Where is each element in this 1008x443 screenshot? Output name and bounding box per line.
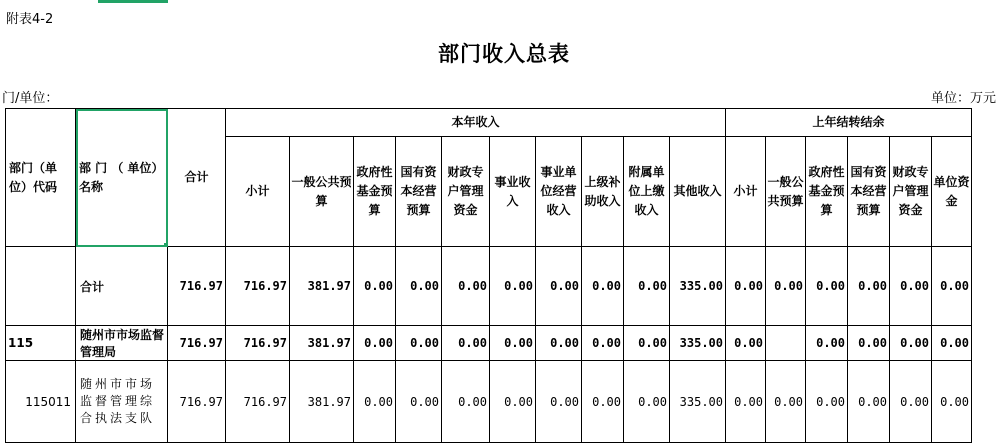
header-total[interactable]: 合计 bbox=[168, 109, 226, 247]
value-cell[interactable]: 335.00 bbox=[670, 247, 726, 326]
value-cell[interactable]: 0.00 bbox=[442, 326, 490, 361]
value-cell[interactable]: 0.00 bbox=[536, 326, 582, 361]
value-cell[interactable]: 0.00 bbox=[396, 326, 442, 361]
value-cell[interactable]: 0.00 bbox=[890, 361, 932, 443]
header-current-year[interactable]: 本年收入 bbox=[226, 109, 726, 137]
page-title: 部门收入总表 bbox=[438, 42, 570, 66]
value-cell[interactable]: 0.00 bbox=[442, 247, 490, 326]
header-dept-name[interactable] bbox=[76, 109, 168, 247]
value-cell[interactable]: 0.00 bbox=[848, 326, 890, 361]
header-dept-code[interactable]: 部门（单位）代码 bbox=[6, 109, 76, 247]
row-code[interactable]: 115 bbox=[6, 326, 76, 361]
header-current-other-income[interactable]: 其他收入 bbox=[670, 137, 726, 247]
value-cell[interactable]: 716.97 bbox=[168, 361, 226, 443]
value-cell[interactable]: 0.00 bbox=[726, 326, 766, 361]
value-cell[interactable]: 0.00 bbox=[932, 361, 972, 443]
table-row-total bbox=[6, 247, 972, 326]
header-current-superior-subsidy[interactable]: 上级补助收入 bbox=[582, 137, 624, 247]
header-prior-fiscal-special[interactable]: 财政专户管理资金 bbox=[890, 137, 932, 247]
value-cell[interactable]: 381.97 bbox=[290, 326, 354, 361]
value-cell[interactable]: 0.00 bbox=[536, 361, 582, 443]
unit-label: 单位：万元 bbox=[930, 91, 996, 106]
table-row-enforcement bbox=[6, 361, 972, 443]
header-current-subtotal[interactable]: 小计 bbox=[226, 137, 290, 247]
row-name[interactable]: 合计 bbox=[76, 247, 168, 326]
value-cell[interactable]: 0.00 bbox=[932, 326, 972, 361]
dept-unit-label: 门/单位： bbox=[2, 91, 59, 106]
header-current-affiliated-business[interactable]: 事业单位经营收入 bbox=[536, 137, 582, 247]
header-prior-general-budget[interactable]: 一般公共预算 bbox=[766, 137, 806, 247]
value-cell[interactable]: 0.00 bbox=[354, 361, 396, 443]
value-cell[interactable]: 0.00 bbox=[932, 247, 972, 326]
header-current-affiliated-paid[interactable]: 附属单位上缴收入 bbox=[624, 137, 670, 247]
row-name[interactable]: 随州市市场监督管理综合执法支队 bbox=[76, 361, 168, 443]
header-current-general-budget[interactable]: 一般公共预算 bbox=[290, 137, 354, 247]
value-cell[interactable]: 335.00 bbox=[670, 361, 726, 443]
value-cell[interactable]: 0.00 bbox=[806, 361, 848, 443]
value-cell[interactable]: 716.97 bbox=[168, 326, 226, 361]
value-cell[interactable]: 335.00 bbox=[670, 326, 726, 361]
value-cell[interactable]: 0.00 bbox=[890, 247, 932, 326]
header-prior-year[interactable]: 上年结转结余 bbox=[726, 109, 972, 137]
value-cell[interactable]: 0.00 bbox=[536, 247, 582, 326]
value-cell[interactable]: 0.00 bbox=[766, 247, 806, 326]
header-prior-subtotal[interactable]: 小计 bbox=[726, 137, 766, 247]
header-prior-unit-funds[interactable]: 单位资金 bbox=[932, 137, 972, 247]
row-code[interactable]: 115011 bbox=[6, 361, 76, 443]
value-cell[interactable]: 0.00 bbox=[848, 361, 890, 443]
value-cell[interactable]: 0.00 bbox=[726, 247, 766, 326]
header-current-business-income[interactable]: 事业收入 bbox=[490, 137, 536, 247]
value-cell[interactable]: 0.00 bbox=[890, 326, 932, 361]
value-cell[interactable]: 0.00 bbox=[624, 247, 670, 326]
value-cell[interactable]: 0.00 bbox=[848, 247, 890, 326]
value-cell[interactable]: 0.00 bbox=[396, 361, 442, 443]
value-cell[interactable]: 381.97 bbox=[290, 247, 354, 326]
value-cell[interactable]: 0.00 bbox=[582, 361, 624, 443]
header-current-fiscal-special[interactable]: 财政专户管理资金 bbox=[442, 137, 490, 247]
value-cell[interactable]: 0.00 bbox=[490, 361, 536, 443]
value-cell[interactable] bbox=[766, 326, 806, 361]
header-prior-state-capital[interactable]: 国有资本经营预算 bbox=[848, 137, 890, 247]
header-dept-name-text: 部 门 （ 单位）名称 bbox=[79, 160, 164, 194]
income-summary-table bbox=[5, 108, 972, 443]
value-cell[interactable]: 0.00 bbox=[490, 326, 536, 361]
value-cell[interactable]: 381.97 bbox=[290, 361, 354, 443]
value-cell[interactable]: 0.00 bbox=[354, 326, 396, 361]
value-cell[interactable]: 0.00 bbox=[582, 326, 624, 361]
header-current-state-capital[interactable]: 国有资本经营预算 bbox=[396, 137, 442, 247]
value-cell[interactable]: 716.97 bbox=[168, 247, 226, 326]
row-code[interactable] bbox=[6, 247, 76, 326]
selection-fill-handle[interactable] bbox=[164, 243, 168, 247]
row-name[interactable]: 随州市市场监督管理局 bbox=[76, 326, 168, 361]
value-cell[interactable]: 0.00 bbox=[806, 247, 848, 326]
header-prior-gov-fund[interactable]: 政府性基金预算 bbox=[806, 137, 848, 247]
value-cell[interactable]: 0.00 bbox=[490, 247, 536, 326]
value-cell[interactable]: 0.00 bbox=[442, 361, 490, 443]
value-cell[interactable]: 0.00 bbox=[354, 247, 396, 326]
value-cell[interactable]: 0.00 bbox=[582, 247, 624, 326]
value-cell[interactable]: 0.00 bbox=[766, 361, 806, 443]
value-cell[interactable]: 0.00 bbox=[726, 361, 766, 443]
value-cell[interactable]: 716.97 bbox=[226, 326, 290, 361]
value-cell[interactable]: 0.00 bbox=[806, 326, 848, 361]
header-current-gov-fund[interactable]: 政府性基金预算 bbox=[354, 137, 396, 247]
value-cell[interactable]: 0.00 bbox=[396, 247, 442, 326]
value-cell[interactable]: 716.97 bbox=[226, 247, 290, 326]
value-cell[interactable]: 716.97 bbox=[226, 361, 290, 443]
value-cell[interactable]: 0.00 bbox=[624, 326, 670, 361]
table-row-bureau bbox=[6, 326, 972, 361]
sheet-label: 附表4-2 bbox=[6, 12, 54, 27]
value-cell[interactable]: 0.00 bbox=[624, 361, 670, 443]
